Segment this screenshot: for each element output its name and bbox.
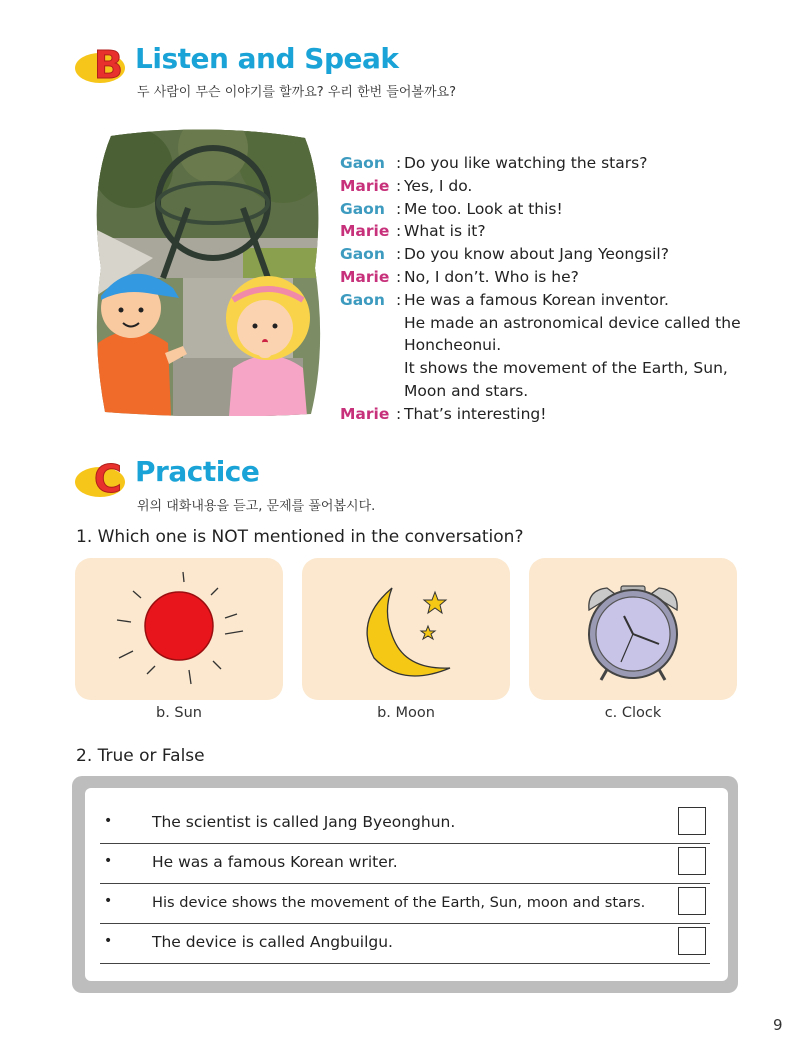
tf-row [100, 883, 710, 924]
speaker-colon: : [396, 267, 402, 286]
speaker-colon: : [396, 404, 402, 423]
moon-icon [302, 558, 510, 700]
dialogue-line: Do you like watching the stars? [404, 154, 648, 172]
dialogue-line: Me too. Look at this! [404, 199, 563, 218]
tf-checkbox[interactable] [678, 927, 706, 955]
tf-bullet: • [104, 813, 113, 829]
dialogue-line: It shows the movement of the Earth, Sun, [404, 359, 728, 378]
dialogue-turn [340, 198, 770, 221]
tf-bullet: • [104, 853, 113, 869]
dialogue-line: Yes, I do. [404, 176, 473, 195]
option-card-moon[interactable] [302, 558, 510, 700]
dialogue-line: Do you know about Jang Yeongsil? [404, 245, 669, 264]
scene-illustration [93, 128, 323, 416]
section-b-title: Listen and Speak [135, 42, 399, 75]
speaker-name: Gaon [340, 245, 385, 264]
dialogue-line: What is it? [404, 222, 486, 241]
section-b-badge [74, 40, 134, 86]
tf-statement: The scientist is called Jang Byeonghun. [152, 813, 456, 831]
speaker-colon: : [396, 176, 402, 195]
option-card-clock[interactable] [529, 558, 737, 700]
section-c-title: Practice [135, 455, 260, 488]
dialogue-line: Honcheonui. [404, 336, 502, 355]
dialogue-turn [340, 289, 770, 403]
clock-icon [529, 558, 737, 700]
tf-statement: The device is called Angbuilgu. [152, 933, 393, 951]
section-b-letter: B [94, 43, 123, 86]
tf-row [100, 923, 710, 964]
tf-statement: His device shows the movement of the Earth, Sun, moon and stars. [152, 894, 646, 911]
dialogue-turn [340, 266, 770, 289]
speaker-name: Marie [340, 176, 390, 195]
dialogue [340, 152, 770, 426]
option-caption-moon: b. Moon [377, 705, 435, 721]
tf-statement: He was a famous Korean writer. [152, 853, 398, 871]
speaker-name: Marie [340, 222, 390, 241]
speaker-name: Gaon [340, 199, 385, 218]
tf-row [100, 803, 710, 844]
page-number: 9 [773, 1016, 783, 1034]
speaker-colon: : [396, 199, 402, 218]
question-2: 2. True or False [76, 746, 205, 766]
question-1: 1. Which one is NOT mentioned in the conversation? [76, 527, 524, 547]
speaker-name: Gaon [340, 290, 385, 309]
sun-icon [75, 558, 283, 700]
tf-bullet: • [104, 933, 113, 949]
section-c-badge [74, 454, 134, 500]
star-small [421, 626, 435, 639]
speaker-colon: : [396, 290, 402, 309]
tf-bullet: • [104, 893, 113, 909]
dialogue-line: He made an astronomical device called the [404, 313, 741, 332]
dialogue-line: That’s interesting! [404, 404, 547, 423]
dialogue-turn [340, 403, 770, 426]
option-caption-clock: c. Clock [604, 705, 662, 721]
section-c-subtitle: 위의 대화내용을 듣고, 문제를 풀어봅시다. [137, 499, 376, 514]
speaker-name: Marie [340, 267, 390, 286]
dialogue-turn [340, 175, 770, 198]
speaker-colon: : [396, 222, 402, 241]
dialogue-line: No, I don’t. Who is he? [404, 267, 579, 286]
speaker-name: Marie [340, 404, 390, 423]
dialogue-line: He was a famous Korean inventor. [404, 290, 669, 309]
option-card-sun[interactable] [75, 558, 283, 700]
tf-checkbox[interactable] [678, 847, 706, 875]
speaker-colon: : [396, 154, 402, 172]
girl-character [226, 276, 310, 416]
speaker-name: Gaon [340, 154, 385, 172]
option-caption-sun: b. Sun [155, 705, 202, 721]
dialogue-line: Moon and stars. [404, 381, 529, 400]
tf-row [100, 843, 710, 884]
dialogue-turn [340, 220, 770, 243]
tf-checkbox[interactable] [678, 887, 706, 915]
speaker-colon: : [396, 245, 402, 264]
section-c-letter: C [94, 457, 122, 500]
star-large [424, 592, 446, 613]
dialogue-turn [340, 243, 770, 266]
dialogue-turn [340, 152, 770, 175]
tf-checkbox[interactable] [678, 807, 706, 835]
section-b-subtitle: 두 사람이 무슨 이야기를 할까요? 우리 한번 들어볼까요? [137, 85, 457, 100]
